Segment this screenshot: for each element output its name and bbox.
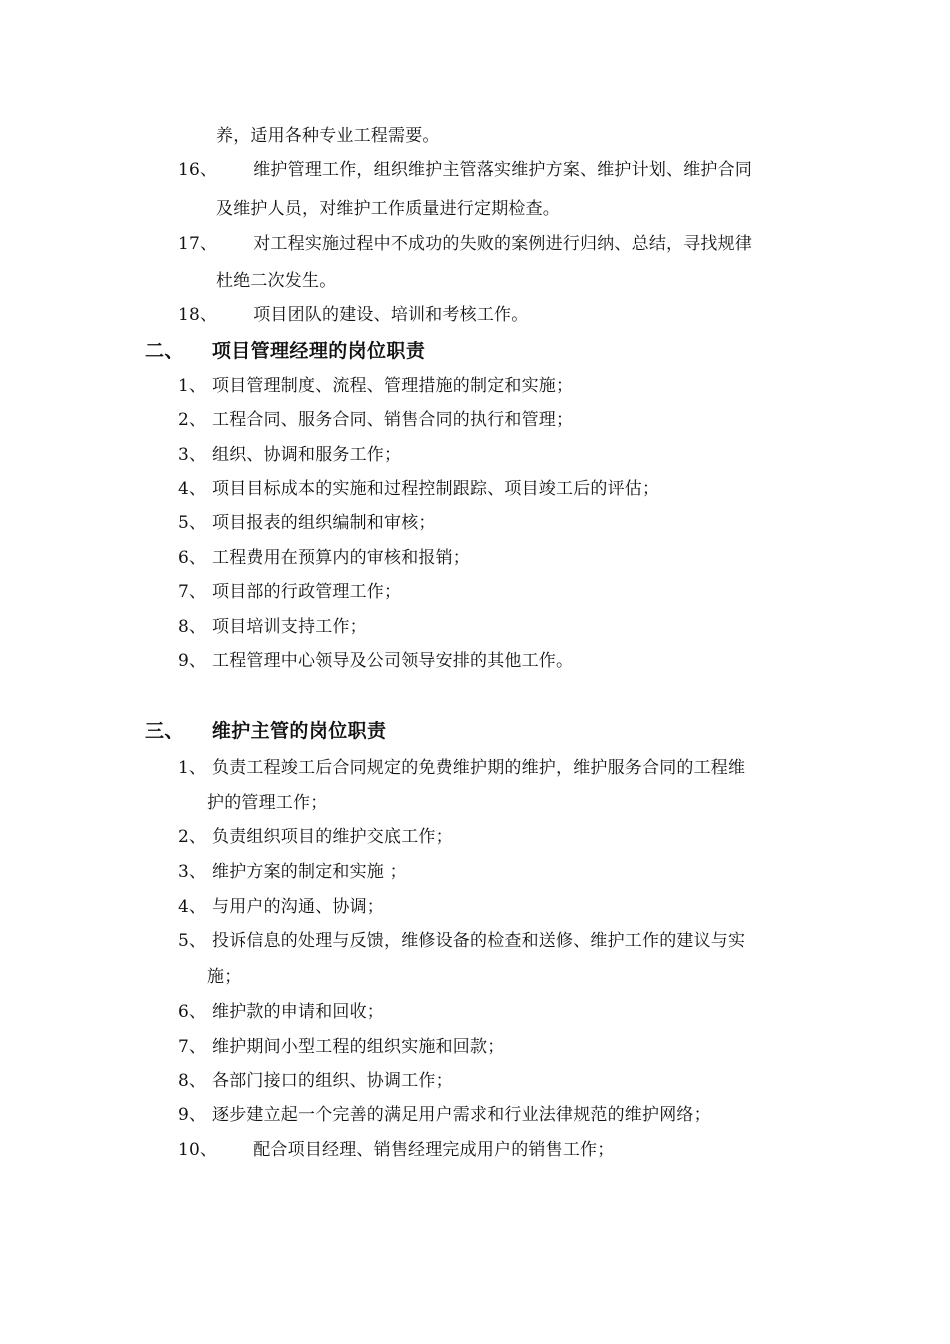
- item-text: 项目报表的组织编制和审核；: [212, 513, 436, 533]
- list-item: [178, 1037, 504, 1057]
- item-number: 10、: [178, 1140, 218, 1160]
- list-item: [178, 1140, 614, 1160]
- item-text: 维护款的申请和回收；: [212, 1002, 384, 1022]
- list-item: [178, 160, 752, 180]
- item-text: 与用户的沟通、协调；: [212, 897, 384, 917]
- item-continuation: 施；: [207, 967, 242, 987]
- item-text: 配合项目经理、销售经理完成用户的销售工作；: [253, 1140, 615, 1160]
- list-item: [178, 931, 745, 951]
- item-text: 项目团队的建设、培训和考核工作。: [253, 305, 529, 325]
- section-heading: [145, 720, 386, 742]
- list-item: [178, 862, 407, 882]
- item-text: 工程管理中心领导及公司领导安排的其他工作。: [212, 651, 574, 671]
- list-item: [178, 1071, 453, 1091]
- section-heading: [145, 340, 425, 362]
- section-number: 三、: [145, 720, 184, 742]
- item-number: 7、: [178, 1037, 207, 1057]
- section-title: 维护主管的岗位职责: [211, 720, 387, 742]
- item-text: 负责组织项目的维护交底工作；: [212, 827, 453, 847]
- item-text: 维护期间小型工程的组织实施和回款；: [212, 1037, 505, 1057]
- list-item: [178, 376, 573, 396]
- item-text: 组织、协调和服务工作；: [212, 445, 402, 465]
- item-number: 5、: [178, 931, 207, 951]
- list-item: [178, 305, 528, 325]
- item-continuation: 护的管理工作；: [207, 793, 328, 813]
- item-text: 维护方案的制定和实施 ；: [212, 862, 407, 882]
- list-item: [178, 582, 401, 602]
- item-text: 对工程实施过程中不成功的失败的案例进行归纳、总结，寻找规律: [253, 234, 753, 254]
- item-text: 项目目标成本的实施和过程控制跟踪、项目竣工后的评估；: [212, 479, 660, 499]
- item-continuation: 杜绝二次发生。: [216, 271, 337, 291]
- item-number: 4、: [178, 897, 207, 917]
- item-text: 逐步建立起一个完善的满足用户需求和行业法律规范的维护网络；: [212, 1105, 711, 1125]
- item-number: 16、: [178, 160, 218, 180]
- list-item: [178, 758, 745, 778]
- item-text: 项目管理制度、流程、管理措施的制定和实施；: [212, 376, 574, 396]
- item-number: 1、: [178, 758, 207, 778]
- list-item: [178, 1002, 384, 1022]
- item-text: 维护管理工作，组织维护主管落实维护方案、维护计划、维护合同: [253, 160, 753, 180]
- section-number: 二、: [145, 340, 184, 362]
- item-text: 工程合同、服务合同、销售合同的执行和管理；: [212, 410, 574, 430]
- item-number: 18、: [178, 305, 218, 325]
- list-item: [178, 827, 453, 847]
- list-item: [178, 513, 436, 533]
- item-number: 3、: [178, 445, 207, 465]
- list-item: [178, 617, 367, 637]
- item-text: 项目部的行政管理工作；: [212, 582, 402, 602]
- list-item: [178, 479, 659, 499]
- item-number: 3、: [178, 862, 207, 882]
- list-item: [178, 445, 401, 465]
- item-text: 各部门接口的组织、协调工作；: [212, 1071, 453, 1091]
- item-text: 工程费用在预算内的审核和报销；: [212, 548, 470, 568]
- item-number: 17、: [178, 234, 218, 254]
- list-item: [178, 410, 573, 430]
- continuation-text: 养，适用各种专业工程需要。: [216, 126, 440, 146]
- item-number: 6、: [178, 1002, 207, 1022]
- item-text: 负责工程竣工后合同规定的免费维护期的维护，维护服务合同的工程维: [212, 758, 746, 778]
- item-number: 2、: [178, 827, 207, 847]
- item-number: 8、: [178, 617, 207, 637]
- list-item: [178, 1105, 711, 1125]
- item-number: 7、: [178, 582, 207, 602]
- item-number: 9、: [178, 651, 207, 671]
- item-number: 6、: [178, 548, 207, 568]
- item-number: 9、: [178, 1105, 207, 1125]
- item-number: 8、: [178, 1071, 207, 1091]
- item-number: 5、: [178, 513, 207, 533]
- list-item: [178, 548, 470, 568]
- list-item: [178, 651, 573, 671]
- list-item: [178, 897, 384, 917]
- item-number: 4、: [178, 479, 207, 499]
- section-title: 项目管理经理的岗位职责: [211, 340, 426, 362]
- list-item: [178, 234, 752, 254]
- item-number: 2、: [178, 410, 207, 430]
- item-text: 项目培训支持工作；: [212, 617, 367, 637]
- item-number: 1、: [178, 376, 207, 396]
- item-continuation: 及维护人员，对维护工作质量进行定期检查。: [216, 199, 560, 219]
- item-text: 投诉信息的处理与反馈，维修设备的检查和送修、维护工作的建议与实: [212, 931, 746, 951]
